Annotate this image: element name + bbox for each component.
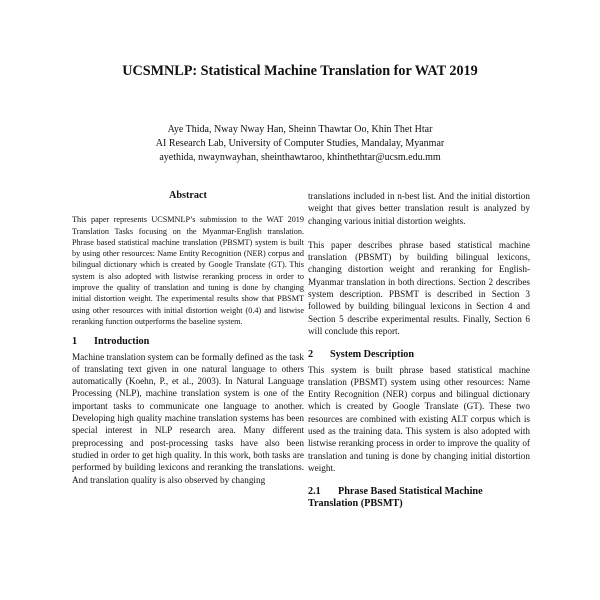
section-2-heading bbox=[308, 349, 530, 361]
section-2-title: System Description bbox=[330, 349, 415, 361]
left-column bbox=[72, 190, 304, 498]
section-2-number: 2 bbox=[308, 349, 314, 361]
section-1-number: 1 bbox=[72, 336, 78, 348]
author-affiliation: AI Research Lab, University of Computer Studies, Mandalay, Myanmar bbox=[155, 138, 445, 149]
section-2-text: This system is built phrase based statistical machine translation (PBSMT) system using other resources: Name Entity Recognition (NER) corpus and bilingual dictionary which is created by Google Translate (GT). These two resources are combined with existing ALT corpus which is used as the training data. This system is also adopted with listwise reranking process in order to improve the quality of translation and tuning is done by changing initial distortion weight. bbox=[308, 364, 530, 473]
section-2-1-title: Phrase Based Statistical Machine Translation (PBSMT) bbox=[308, 486, 483, 510]
section-2-1-heading bbox=[308, 486, 530, 510]
section-1-heading bbox=[72, 336, 304, 348]
section-2-1-number: 2.1 bbox=[308, 486, 321, 498]
right-column bbox=[308, 190, 530, 510]
author-names: Aye Thida, Nway Nway Han, Sheinn Thawtar Oo, Khin Thet Htar bbox=[167, 124, 433, 135]
intro-continuation-text: translations included in n-best list. And the initial distortion weight that gives better translation result is analyzed by changing various initial distortion weights. bbox=[308, 191, 530, 226]
section-1-text: Machine translation system can be formally defined as the task of translating text given in one natural language to others automatically (Koehn, P., et al., 2003). In Natural Language Processing (NLP), machine translation system is one of the important tasks to communicate one language to another. Developing high quality machine translation systems has been special interest in NLP research area. Many different preprocessing and post-processing tasks have also been studied in order to get high quality. In this work, both tasks are performed by building lexicons and reranking the translations. And translation quality is also observed by changing bbox=[72, 351, 304, 485]
intro-paragraph-2: This paper describes phrase based statistical machine translation (PBSMT) by building bilingual lexicons, changing distortion weight and reranking for English-Myanmar translation in both directions. Section 2 describes system description. PBSMT is described in Section 3 followed by building bilingual lexicons in Section 4 and Section 5 describe experimental results. Finally, Section 6 will conclude this report. bbox=[308, 239, 530, 336]
abstract-heading: Abstract bbox=[169, 190, 207, 201]
section-1-title: Introduction bbox=[94, 336, 150, 348]
paper-title: UCSMNLP: Statistical Machine Translation for WAT 2019 bbox=[122, 63, 478, 79]
abstract-text: This paper represents UCSMNLP’s submission to the WAT 2019 Translation Tasks focusing on the Myanmar-English translation. Phrase based statistical machine translation (PBSMT) system is built by using other resources: Name Entity Recognition (NER) corpus and bilingual dictionary which is created by Google Translate (GT). This system is also adopted with listwise reranking process in order to improve the quality of translation and tuning is done by changing initial distortion weight. The experimental results show that PBSMT using other resources with initial distortion weight (0.4) and listwise reranking function outperforms the baseline system. bbox=[72, 215, 304, 326]
author-emails: ayethida, nwaynwayhan, sheinthawtaroo, khinthethtar@ucsm.edu.mm bbox=[159, 152, 441, 163]
